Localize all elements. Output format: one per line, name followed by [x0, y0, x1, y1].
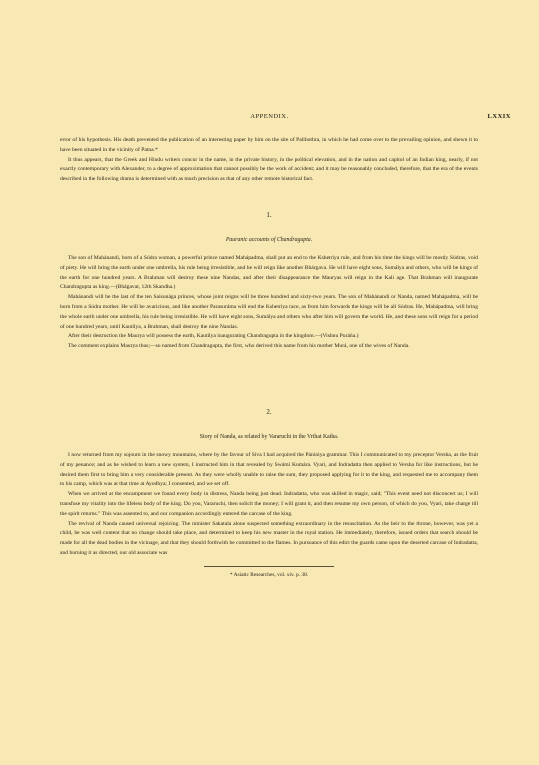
- section-title: Pauranic accounts of Chandragupta.: [225, 236, 313, 243]
- section-paragraph: The son of Mahánandi, born of a Súdra woman, a powerful prince named Mahápadma, shall put an end to the Kshetriya rule, and from his time the kings will be mostly Súdras, void of piety. He will bring the earth under one umbrella, his rule being irresistible, and he will reign like another Bhárgava. He will have eight sons, Sumálya and others, who will be kings of the earth for one hundred years. A Brahman will destroy these nine Nandas, and after their disappearance the Mauryas will reign in the Kali age. That Brahman will inaugurate Chandragupta as king.—(Bhágavat, 12th Skandha.): [60, 254, 478, 291]
- section-paragraph: When we arrived at the encampment we found every body in distress, Nanda being just dead. Indradatta, who was skilled in magic, said; "This event need not disconcert us; I will transfuse my vitality into the lifeless body of the king. Do you, Vararuchi, then solicit the money; I will grant it, and then resume my own person, of which do you, Vyari, take charge till the spirit returns." This was assented to, and our companion accordingly entered the carcase of the king.: [60, 491, 478, 517]
- intro-paragraph: It thus appears, that the Greek and Hindu writers concur in the name, in the private history, in the political elevation, and in the nation and capitol of an Indian king, nearly, if not exactly contemporary with Alexander, to a degree of approximation that cannot possibly be the work of accident; and it may be reasonably concluded, therefore, that the era of the events described in the following drama is determined with as much precision as that of any other remote historical fact.: [60, 156, 478, 183]
- footnote: * Asiatic Researches, vol. xiv. p. 38.: [229, 571, 309, 578]
- section-paragraph: After their destruction the Maurya will possess the earth, Kautilya inaugurating Chandragupta in the kingdom.—(Vishnu Puráńa.): [68, 333, 359, 340]
- section-paragraph: The comment explains Maurya thus;—so named from Chandragupta, the first, who derived this name from his mother Murá, one of the wives of Nanda.: [68, 343, 410, 350]
- section-title: Story of Nanda, as related by Vararuchi in the Vrihat Katha.: [199, 433, 339, 440]
- footnote-divider: [204, 566, 334, 567]
- running-title: APPENDIX.: [250, 113, 289, 120]
- section-number: 2.: [266, 407, 272, 416]
- running-header: [0, 113, 539, 125]
- page-number: LXXIX: [487, 113, 511, 120]
- section-number: 1.: [266, 210, 272, 219]
- section-paragraph: Mahánandi will be the last of the ten Saisunága princes, whose joint reigns will be three hundred and sixty-two years. The son of Mahánandi or Nanda, named Mahápadma, will be born from a Súdra mother. He will be avaricious, and like another Parasuráma will end the Kshetriya race, as from him forwards the kings will be all Súdras. He, Mahápadma, will bring the whole earth under one umbrella, his rule being irresistible. He will have eight sons, Sumálya and others who after him will govern the world. He, and these sons will reign for a period of one hundred years, until Kautilya, a Brahman, shall destroy the nine Nandas.: [60, 294, 478, 330]
- page-body: [60, 136, 478, 579]
- section-paragraph: I now returned from my sojourn in the snowy mountains, where by the favour of Siva I had acquired the Pániniya grammar. This I communicated to my preceptor Versha, as the fruit of my penance; and as he wished to learn a new system, I instructed him in that revealed by Swámi Kumára. Vyari, and Indradatta then applied to Versha for like instructions, but he desired them first to bring him a very considerable present. As they were wholly unable to raise the sum, they proposed applying for it to the king, and requested me to accompany them to his camp, which was at that time at Ayodhya; I consented, and we set off.: [60, 451, 478, 488]
- section-paragraph: The revival of Nanda caused universal rejoicing. The minister Sakatala alone suspected something extraordinary in the resuscitation. As the heir to the throne, however, was yet a child, he was well content that no change should take place, and determined to keep his new master in the royal station. He immediately, therefore, issued orders that search should be made for all the dead bodies in the vicinage, and that they should forthwith be committed to the flames. In pursuance of this edict the guards came upon the deserted carcase of Indradatta, and burning it as directed, our old associate was: [60, 520, 478, 556]
- intro-paragraph: error of his hypothesis. His death prevented the publication of an interesting paper by him on the site of Palibothra, in which he had come over to the prevailing opinion, and shewn it to have been situated in the vicinity of Patna.*: [60, 137, 478, 153]
